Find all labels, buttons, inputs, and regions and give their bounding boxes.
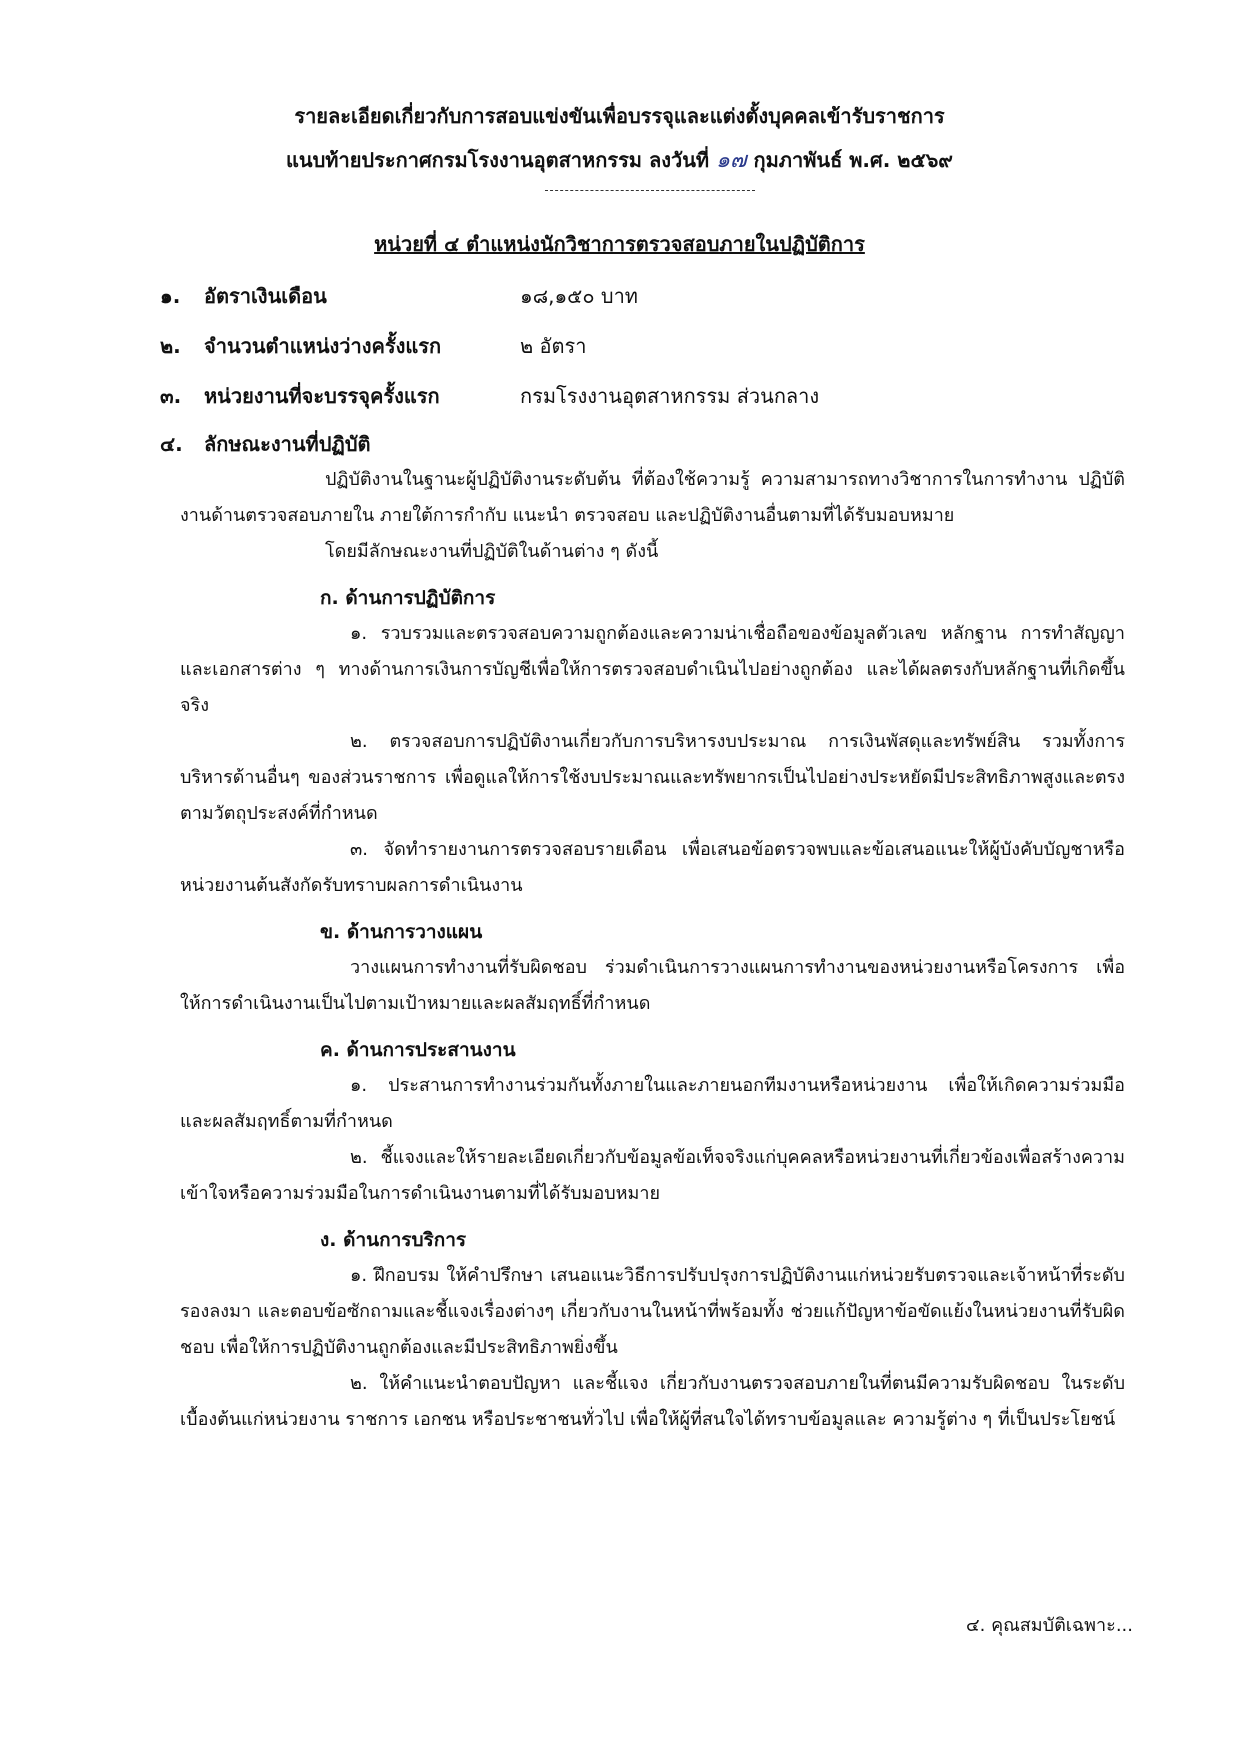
document-title: รายละเอียดเกี่ยวกับการสอบแข่งขันเพื่อบรรจุและแต่งตั้งบุคคลเข้ารับราชการ [294, 104, 945, 128]
section-item: ๑. รวบรวมและตรวจสอบความถูกต้องและความน่าเชื่อถือของข้อมูลตัวเลข หลักฐาน การทำสัญญา และเอกสารต่าง ๆ ทางด้านการเงินการบัญชีเพื่อให้การตรวจสอบดำเนินไปอย่างถูกต้อง และได้ผลตรงกับหลักฐานที่เกิดขึ้นจริง [180, 623, 1125, 716]
section-item: ๒. ตรวจสอบการปฏิบัติงานเกี่ยวกับการบริหารงบประมาณ การเงินพัสดุและทรัพย์สิน รวมทั้งการบริหารด้านอื่นๆ ของส่วนราชการ เพื่อดูแลให้การใช้งบประมาณและทรัพยากรเป็นไปอย่างประหยัดมีประสิทธิภาพสูงและตรงตามวัตถุประสงค์ที่กำหนด [180, 731, 1125, 824]
intro-paragraph: ปฏิบัติงานในฐานะผู้ปฏิบัติงานระดับต้น ที่ต้องใช้ความรู้ ความสามารถทางวิชาการในการทำงาน ปฏิบัติงานด้านตรวจสอบภายใน ภายใต้การกำกับ แนะนำ ตรวจสอบ และปฏิบัติงานอื่นตามที่ได้รับมอบหมาย [180, 469, 1125, 526]
field-label: ลักษณะงานที่ปฏิบัติ [204, 432, 371, 456]
field-agency [160, 380, 1060, 410]
section-title-operations: ก. ด้านการปฏิบัติการ [320, 587, 496, 609]
intro-lead: โดยมีลักษณะงานที่ปฏิบัติในด้านต่าง ๆ ดังนี้ [325, 541, 659, 562]
field-label: จำนวนตำแหน่งว่างครั้งแรก [204, 334, 442, 358]
field-value: กรมโรงงานอุตสาหกรรม ส่วนกลาง [520, 384, 820, 408]
section-item: ๒. ให้คำแนะนำตอบปัญหา และชี้แจง เกี่ยวกับงานตรวจสอบภายในที่ตนมีความรับผิดชอบ ในระดับเบื้องต้นแก่หน่วยงาน ราชการ เอกชน หรือประชาชนทั่วไป เพื่อให้ผู้ที่สนใจได้ทราบข้อมูลและ ความรู้ต่าง ๆ ที่เป็นประโยชน์ [180, 1373, 1125, 1430]
section-item: ๑. ประสานการทำงานร่วมกันทั้งภายในและภายนอกทีมงานหรือหน่วยงาน เพื่อให้เกิดความร่วมมือและผลสัมฤทธิ์ตามที่กำหนด [180, 1075, 1125, 1132]
field-number: ๔. [160, 432, 183, 456]
document-body [180, 462, 1125, 1438]
field-value: ๒ อัตรา [520, 334, 587, 358]
section-item: ๓. จัดทำรายงานการตรวจสอบรายเดือน เพื่อเสนอข้อตรวจพบและข้อเสนอแนะให้ผู้บังคับบัญชาหรือหน่วยงานต้นสังกัดรับทราบผลการดำเนินงาน [180, 839, 1125, 896]
section-title-service: ง. ด้านการบริการ [320, 1229, 467, 1251]
field-job-description [160, 428, 1060, 458]
subtitle-suffix: กุมภาพันธ์ พ.ศ. ๒๕๖๙ [753, 148, 953, 172]
field-number: ๓. [160, 384, 182, 408]
field-vacancies [160, 330, 1060, 360]
section-item: ๒. ชี้แจงและให้รายละเอียดเกี่ยวกับข้อมูลข้อเท็จจริงแก่บุคคลหรือหน่วยงานที่เกี่ยวข้องเพื่อสร้างความเข้าใจหรือความร่วมมือในการดำเนินงานตามที่ได้รับมอบหมาย [180, 1147, 1125, 1204]
section-title-planning: ข. ด้านการวางแผน [320, 921, 483, 943]
field-label: หน่วยงานที่จะบรรจุครั้งแรก [204, 384, 440, 408]
section-title-coordination: ค. ด้านการประสานงาน [320, 1039, 516, 1061]
section-item: วางแผนการทำงานที่รับผิดชอบ ร่วมดำเนินการวางแผนการทำงานของหน่วยงานหรือโครงการ เพื่อให้การดำเนินงานเป็นไปตามเป้าหมายและผลสัมฤทธิ์ที่กำหนด [180, 957, 1125, 1014]
field-label: อัตราเงินเดือน [204, 284, 327, 308]
document-subtitle [0, 142, 1239, 177]
continuation-footer: ๔. คุณสมบัติเฉพาะ... [966, 1615, 1133, 1636]
field-value: ๑๘,๑๕๐ บาท [520, 284, 638, 308]
handwritten-date-day: ๑๗ [716, 148, 747, 173]
subtitle-prefix: แนบท้ายประกาศกรมโรงงานอุตสาหกรรม ลงวันที่ [286, 148, 710, 172]
unit-title: หน่วยที่ ๔ ตำแหน่งนักวิชาการตรวจสอบภายในปฏิบัติการ [374, 232, 865, 256]
field-number: ๒. [160, 334, 181, 358]
section-item: ๑. ฝึกอบรม ให้คำปรึกษา เสนอแนะวิธีการปรับปรุงการปฏิบัติงานแก่หน่วยรับตรวจและเจ้าหน้าที่ระดับรองลงมา และตอบข้อซักถามและชี้แจงเรื่องต่างๆ เกี่ยวกับงานในหน้าที่พร้อมทั้ง ช่วยแก้ปัญหาข้อขัดแย้งในหน่วยงานที่รับผิดชอบ เพื่อให้การปฏิบัติงานถูกต้องและมีประสิทธิภาพยิ่งขึ้น [180, 1265, 1125, 1358]
dashed-divider [545, 190, 755, 191]
field-salary [160, 280, 1060, 310]
field-number: ๑. [160, 284, 181, 308]
